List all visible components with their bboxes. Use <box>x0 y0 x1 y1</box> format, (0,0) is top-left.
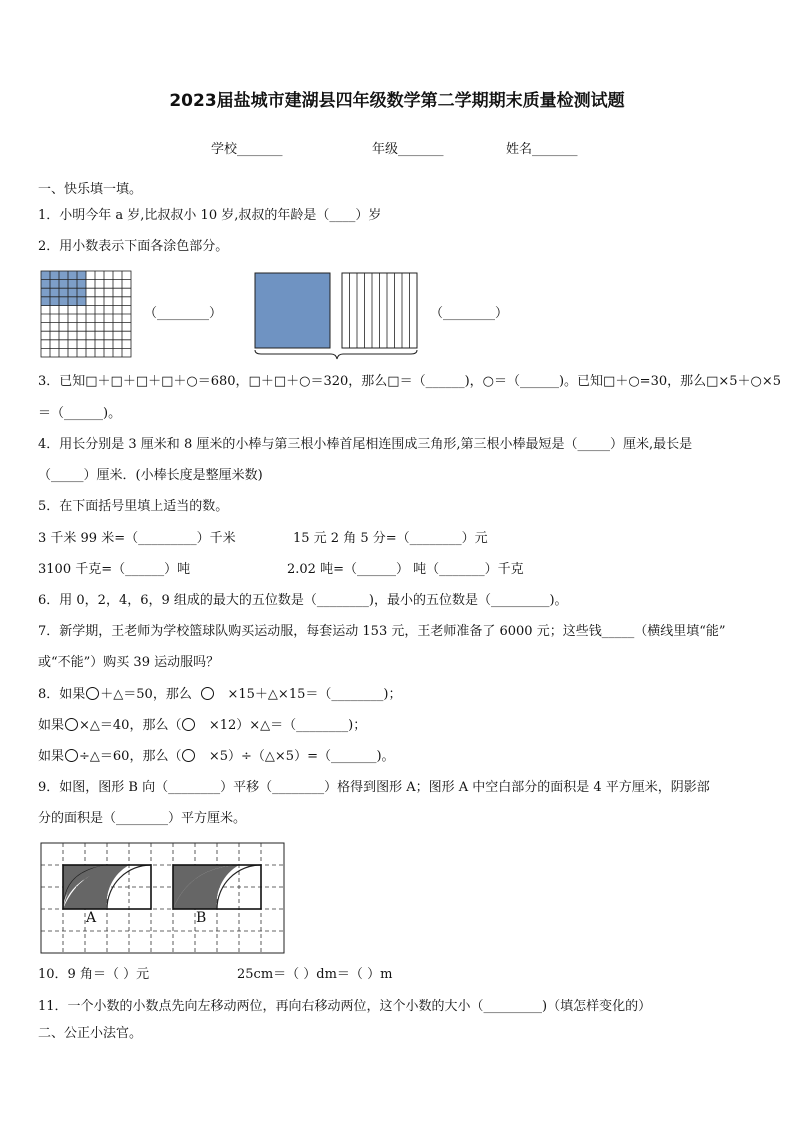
page-title: 2023届盐城市建湖县四年级数学第二学期期末质量检测试题 <box>169 91 625 111</box>
question-3-line-1: 3．已知□＋□＋□＋□＋○＝680，□＋□＋○＝320，那么□＝（______)，○＝（______)。已知□＋○=30，那么□×5＋○×5 <box>38 374 782 389</box>
question-2: 2．用小数表示下面各涂色部分。 <box>38 239 229 254</box>
question-4-line-2: （_____）厘米．(小棒长度是整厘米数) <box>38 468 263 483</box>
q8-l1-part-a: 8．如果 <box>38 687 86 702</box>
school-field[interactable]: 学校_______ <box>211 142 283 157</box>
grade-field[interactable]: 年级_______ <box>372 142 444 157</box>
q8-l1-part-c: ×15＋△×15＝（________)； <box>227 687 402 702</box>
question-8-line-1 <box>38 686 401 704</box>
q8-l3-part-b: ÷△＝60，那么（ <box>79 749 182 764</box>
circle-icon <box>65 749 78 762</box>
question-5b: 15 元 2 角 5 分=（________）元 <box>293 531 488 546</box>
question-5a: 3 千米 99 米=（_________）千米 <box>38 531 236 546</box>
circle-icon <box>201 687 214 700</box>
question-7-line-2: 或“不能”）购买 39 运动服吗？ <box>38 655 220 670</box>
question-9-line-2: 分的面积是（________）平方厘米。 <box>38 811 247 826</box>
question-8-line-2 <box>38 717 366 735</box>
section-2-heading: 二、公正小法官。 <box>38 1026 143 1041</box>
figure-label-b: B <box>196 910 207 926</box>
question-3-line-2: ＝（______)。 <box>38 406 122 421</box>
question-11: 11．一个小数的小数点先向左移动两位，再向右移动两位，这个小数的大小（_________)（填怎样变化的） <box>38 999 652 1014</box>
q2-answer-blank-2[interactable]: （________） <box>430 306 509 321</box>
question-1: 1．小明今年 a 岁,比叔叔小 10 岁,叔叔的年龄是（____）岁 <box>38 208 382 223</box>
circle-icon <box>182 749 195 762</box>
name-field[interactable]: 姓名_______ <box>506 142 578 157</box>
circle-icon <box>65 718 78 731</box>
q8-l1-part-b: ＋△＝50，那么 <box>100 687 192 702</box>
question-5d: 2.02 吨=（______） 吨（_______）千克 <box>287 562 524 577</box>
question-5c: 3100 千克=（______）吨 <box>38 562 191 577</box>
question-9-line-1: 9．如图，图形 B 向（________）平移（________）格得到图形 A；图形 A 中空白部分的面积是 4 平方厘米，阴影部 <box>38 780 710 795</box>
circle-icon <box>86 687 99 700</box>
q8-l2-part-c: ×12）×△＝（________)； <box>208 718 367 733</box>
question-10a: 10．9 角＝（ ）元 <box>38 967 150 982</box>
question-7-line-1: 7．新学期，王老师为学校篮球队购买运动服，每套运动 153 元，王老师准备了 6000 元；这些钱_____（横线里填“能” <box>38 624 726 639</box>
square-and-strips-figure <box>253 270 421 360</box>
question-4-line-1: 4．用长分别是 3 厘米和 8 厘米的小棒与第三根小棒首尾相连围成三角形,第三根小棒最短是（_____）厘米,最长是 <box>38 437 693 452</box>
figure-label-a: A <box>86 910 97 926</box>
q8-l2-part-a: 如果 <box>38 718 65 733</box>
question-10b: 25cm＝（ ）dm＝（ ）m <box>237 967 393 982</box>
translation-grid-figure <box>40 842 285 954</box>
question-5: 5．在下面括号里填上适当的数。 <box>38 499 229 514</box>
question-6: 6．用 0，2，4，6，9 组成的最大的五位数是（________)，最小的五位数是（_________)。 <box>38 593 568 608</box>
q8-l3-part-a: 如果 <box>38 749 65 764</box>
circle-icon <box>182 718 195 731</box>
q8-l3-part-c: ×5）÷（△×5）=（_______)。 <box>208 749 395 764</box>
hundred-grid-figure <box>40 270 132 358</box>
q2-answer-blank-1[interactable]: （________） <box>144 306 223 321</box>
section-1-heading: 一、快乐填一填。 <box>38 182 143 197</box>
question-8-line-3 <box>38 748 395 766</box>
q8-l2-part-b: ×△＝40，那么（ <box>79 718 182 733</box>
